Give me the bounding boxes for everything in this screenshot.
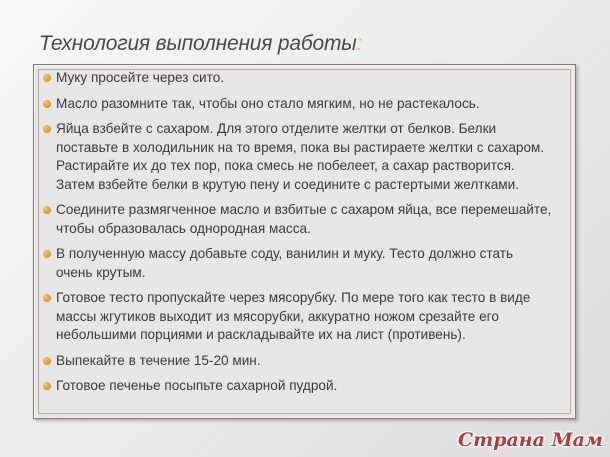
watermark-logo: Страна Мам [457, 429, 603, 451]
bullet-icon [43, 100, 51, 108]
list-item [43, 120, 553, 194]
bullet-icon [43, 382, 51, 390]
list-item [43, 289, 553, 345]
step-text: Яйца взбейте с сахаром. Для этого отделите желтки от белков. Белки поставьте в холодильник на то время, пока вы растираете желтки с сахаром. Растирайте их до тех пор, пока смесь не побелеет, а сахар растворится. Затем взбейте белки в крутую пену и соедините с растертыми желтками. [56, 121, 545, 192]
list-item [43, 69, 553, 88]
list-item [43, 352, 553, 371]
slide-title-text: Технология выполнения работы [39, 32, 357, 55]
step-text: Соедините размягченное масло и взбитые с сахаром яйца, все перемешайте, чтобы образовалась однородная масса. [56, 202, 552, 236]
step-text: Готовое тесто пропускайте через мясорубку. По мере того как тесто в виде массы жгутиков выходит из мясорубки, аккуратно ножом срезайте его небольшими порциями и раскладывайте их на лист (противень). [56, 290, 531, 342]
bullet-icon [43, 206, 51, 214]
bullet-icon [43, 74, 51, 82]
slide-title [39, 32, 362, 56]
content-box [33, 64, 576, 419]
bullet-icon [43, 125, 51, 133]
list-item [43, 201, 553, 238]
slide-title-colon: : [356, 32, 363, 55]
steps-list [43, 69, 553, 403]
list-item [43, 377, 553, 396]
bullet-icon [43, 294, 51, 302]
step-text: Муку просейте через сито. [56, 70, 225, 85]
bullet-icon [43, 357, 51, 365]
step-text: Масло разомните так, чтобы оно стало мягким, но не растекалось. [56, 95, 480, 111]
bullet-icon [43, 250, 51, 258]
step-text: В полученную массу добавьте соду, ванилин и муку. Тесто должно стать очень крутым. [56, 246, 514, 280]
step-text: Выпекайте в течение 15-20 мин. [56, 352, 261, 368]
list-item [43, 245, 553, 282]
step-text: Готовое печенье посыпьте сахарной пудрой. [56, 378, 338, 393]
list-item [43, 95, 553, 114]
